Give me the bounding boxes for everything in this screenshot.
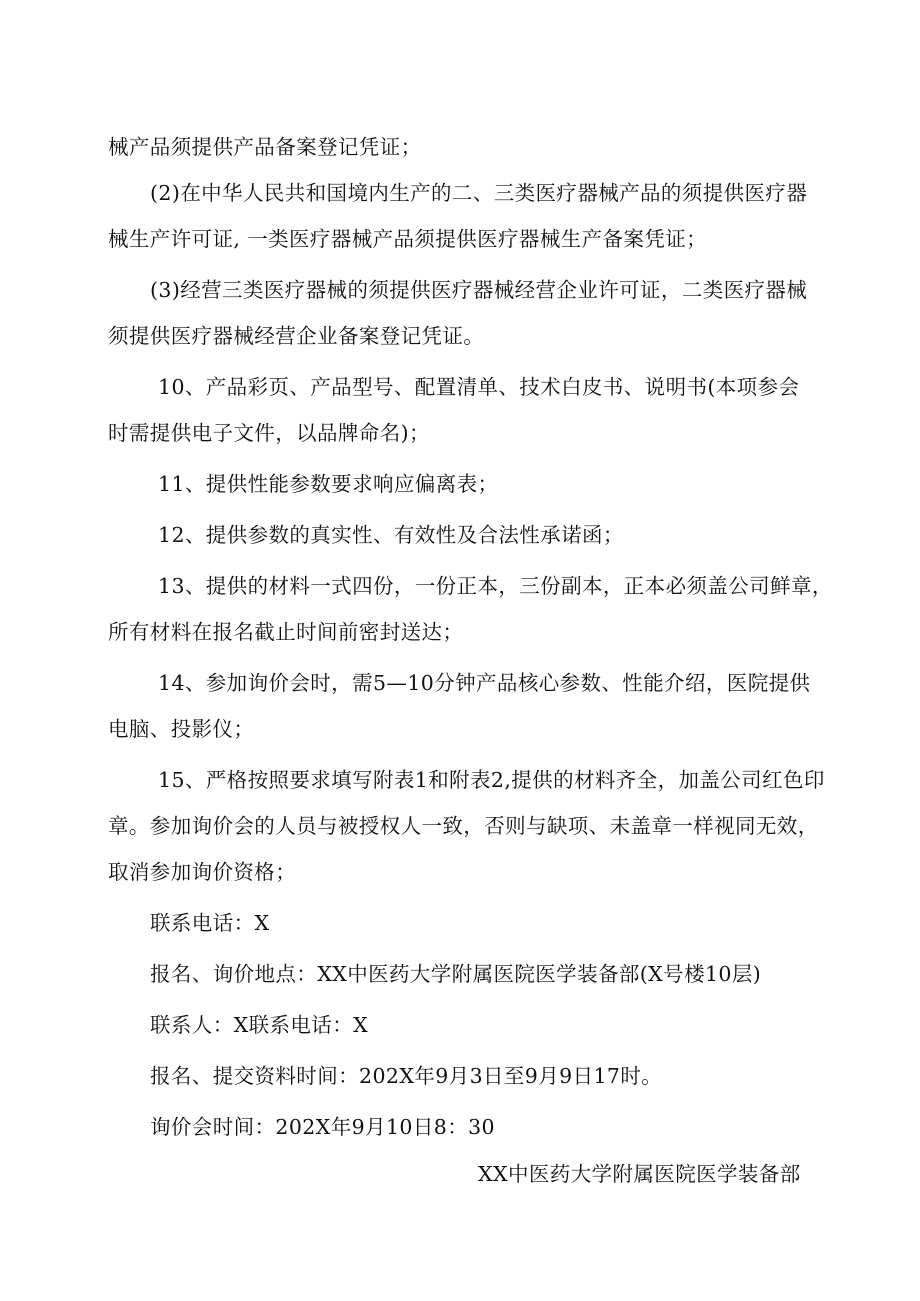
text-line: 时需提供电子文件，以品牌命名)； — [108, 421, 430, 445]
text-line: 11、提供性能参数要求响应偏离表； — [158, 472, 499, 496]
text-line: (3)经营三类医疗器械的须提供医疗器械经营企业许可证，二类医疗器械 — [150, 278, 808, 302]
meeting-time-line: 询价会时间：202X年9月10日8：30 — [150, 1115, 495, 1139]
text-line: 械产品须提供产品备案登记凭证； — [108, 135, 422, 159]
text-line: 所有材料在报名截止时间前密封送达； — [108, 620, 464, 644]
text-line: 电脑、投影仪； — [108, 717, 255, 741]
document-body — [108, 124, 833, 1150]
text-line: 10、产品彩页、产品型号、配置清单、技术白皮书、说明书(本项参会 — [158, 375, 800, 399]
text-line: 械生产许可证, 一类医疗器械产品须提供医疗器械生产备案凭证； — [108, 227, 708, 251]
registration-time-line: 报名、提交资料时间：202X年9月3日至9月9日17时。 — [150, 1064, 663, 1088]
text-line: 12、提供参数的真实性、有效性及合法性承诺函； — [158, 523, 624, 547]
location-line: 报名、询价地点：XX中医药大学附属医院医学装备部(X号楼10层) — [150, 962, 762, 986]
text-line: 15、严格按照要求填写附表1和附表2,提供的材料齐全，加盖公司红色印 — [158, 768, 825, 792]
text-line: 取消参加询价资格； — [108, 860, 297, 884]
text-line: 须提供医疗器械经营企业备案登记凭证。 — [108, 324, 485, 348]
signature-department: XX中医药大学附属医院医学装备部 — [478, 1162, 801, 1186]
text-line: 13、提供的材料一式四份，一份正本，三份副本，正本必须盖公司鲜章， — [158, 574, 833, 598]
text-line: 14、参加询价会时，需5—10分钟产品核心参数、性能介绍，医院提供 — [158, 671, 811, 695]
text-line: (2)在中华人民共和国境内生产的二、三类医疗器械产品的须提供医疗器 — [150, 181, 808, 205]
contact-phone-line: 联系电话：X — [150, 911, 270, 935]
contact-person-line: 联系人：X联系电话：X — [150, 1013, 369, 1037]
text-line: 章。参加询价会的人员与被授权人一致，否则与缺项、未盖章一样视同无效， — [108, 814, 819, 838]
